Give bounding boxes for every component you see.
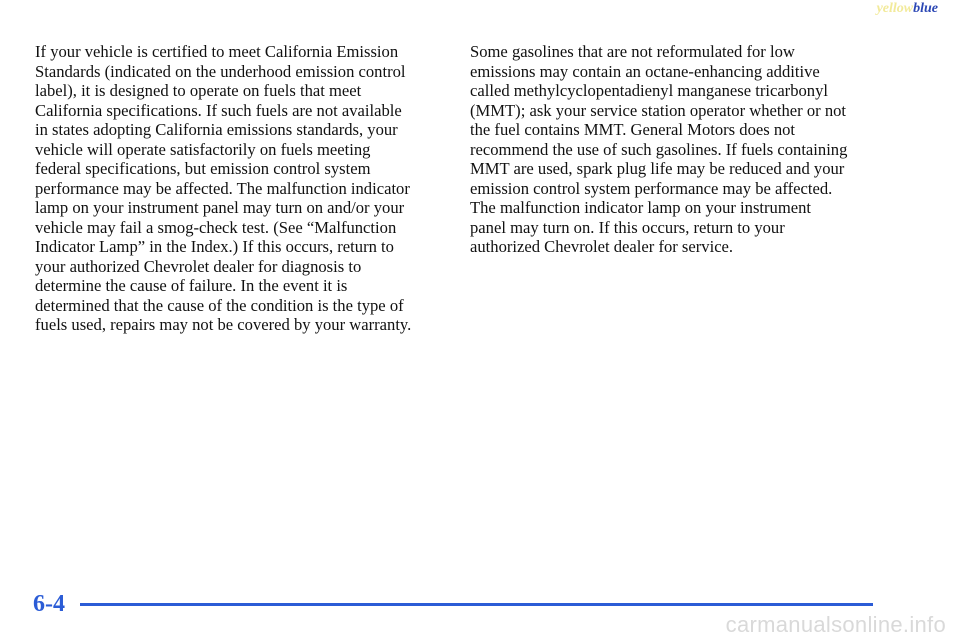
paragraph-line: emission control system performance may be affected. <box>470 178 833 198</box>
paragraph-line: The malfunction indicator lamp on your instrument <box>470 198 812 217</box>
paragraph-line: Some gasolines that are not reformulated for low <box>470 42 795 61</box>
paragraph-line: panel may turn on. If this occurs, return to your <box>470 217 785 237</box>
paragraph-line: vehicle will operate satisfactorily on fuels meeting <box>35 139 371 159</box>
paragraph-line: federal specifications, but emission control system <box>35 159 371 178</box>
paragraph-line: recommend the use of such gasolines. If fuels containing <box>470 139 848 159</box>
paragraph-line: lamp on your instrument panel may turn on and/or your <box>35 198 405 217</box>
page-number: 6-4 <box>33 591 65 617</box>
paragraph-line: performance may be affected. The malfunction indicator <box>35 178 410 198</box>
left-text-column <box>35 42 445 335</box>
paragraph-line: Standards (indicated on the underhood emission control <box>35 61 406 81</box>
paragraph-line: If your vehicle is certified to meet California Emission <box>35 42 399 61</box>
paragraph-line: MMT are used, spark plug life may be reduced and your <box>470 159 845 178</box>
footer-divider <box>80 603 873 606</box>
paragraph-line: Indicator Lamp” in the Index.) If this occurs, return to <box>35 237 394 256</box>
paragraph-line: determine the cause of failure. In the event it is <box>35 276 348 295</box>
paragraph-line: California specifications. If such fuels are not available <box>35 100 402 120</box>
color-tag-label <box>877 1 938 17</box>
paragraph-line: determined that the cause of the condition is the type of <box>35 295 404 315</box>
paragraph-line: your authorized Chevrolet dealer for diagnosis to <box>35 256 362 276</box>
paragraph-line: vehicle may fail a smog-check test. (See “Malfunction <box>35 217 397 237</box>
paragraph-line: authorized Chevrolet dealer for service. <box>470 237 734 256</box>
paragraph-line: fuels used, repairs may not be covered by your warranty. <box>35 315 412 334</box>
watermark-text: carmanualsonline.info <box>725 612 946 637</box>
paragraph-line: emissions may contain an octane-enhancing additive <box>470 61 820 81</box>
color-tag-blue: blue <box>913 1 938 16</box>
paragraph-line: the fuel contains MMT. General Motors does not <box>470 120 796 139</box>
paragraph-line: (MMT); ask your service station operator whether or not <box>470 100 847 120</box>
paragraph-line: called methylcyclopentadienyl manganese tricarbonyl <box>470 81 829 100</box>
paragraph-line: in states adopting California emissions standards, your <box>35 120 398 139</box>
color-tag-yellow: yellow <box>876 1 914 16</box>
paragraph-line: label), it is designed to operate on fuels that meet <box>35 81 362 100</box>
right-text-column <box>470 42 882 257</box>
